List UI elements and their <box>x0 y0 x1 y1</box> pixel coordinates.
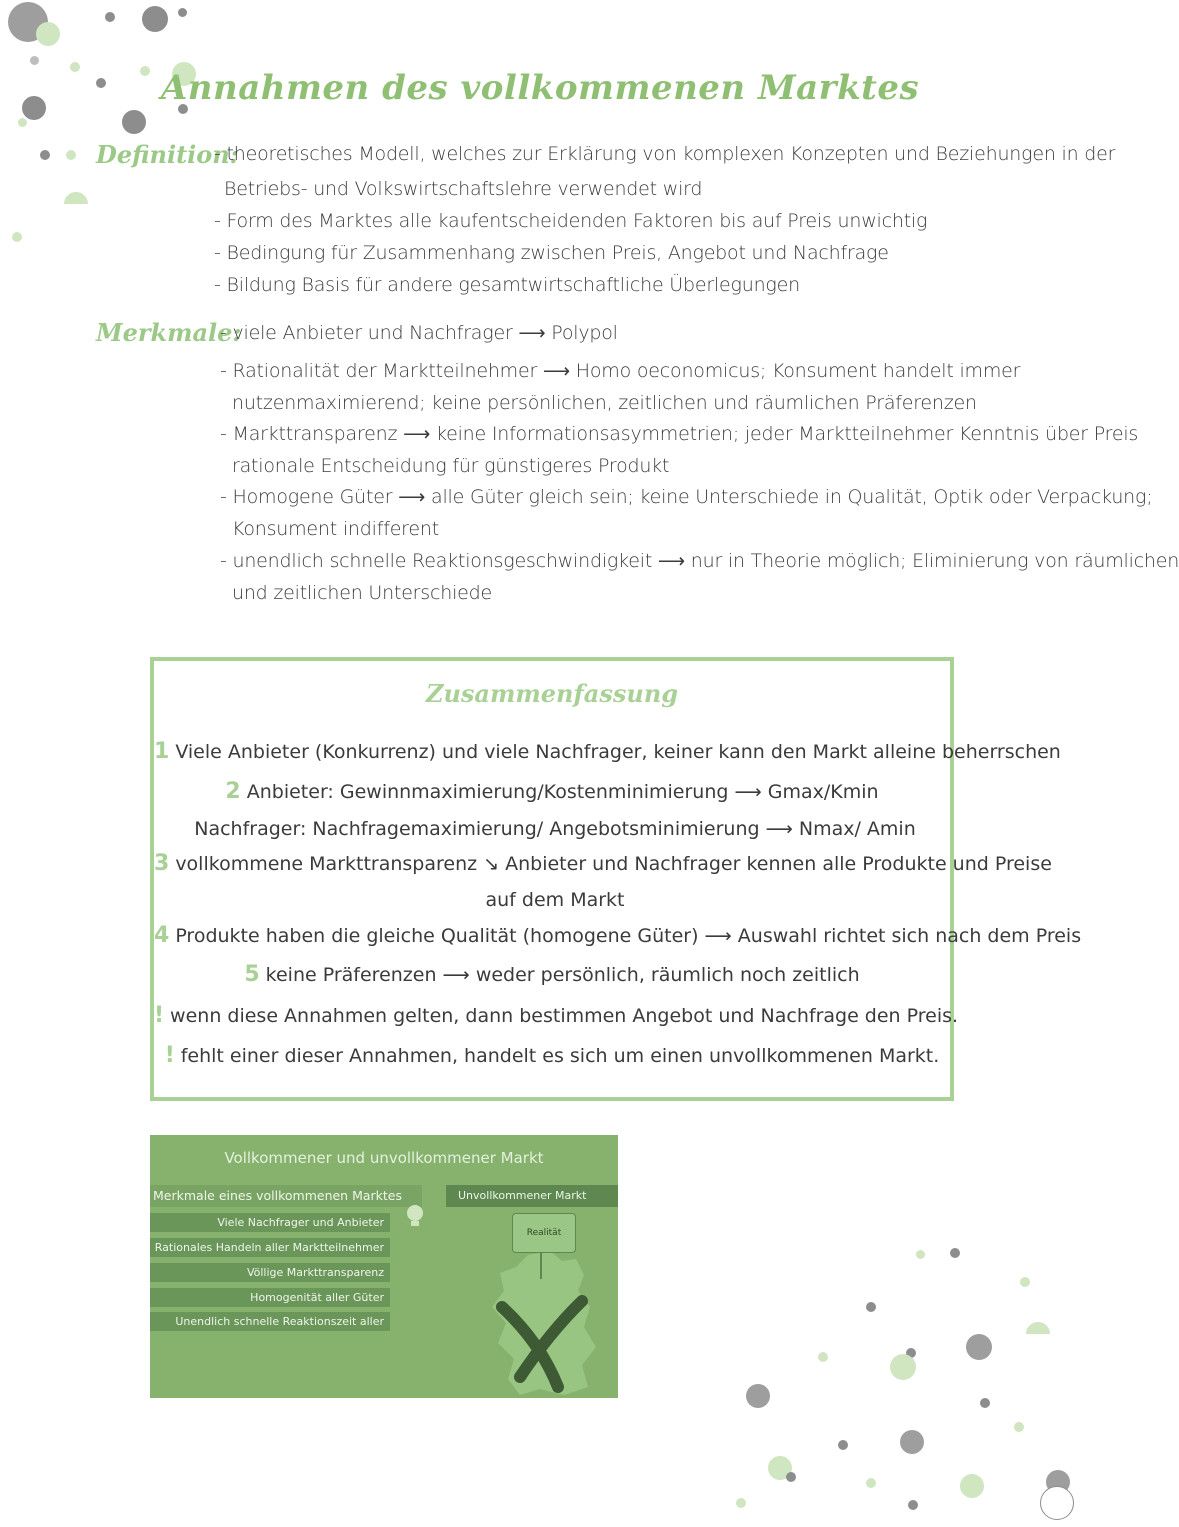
summary-line <box>154 887 950 912</box>
slide-right-header: Unvollkommener Markt <box>446 1185 618 1207</box>
slide-left-header: Merkmale eines vollkommenen Marktes <box>150 1185 422 1207</box>
decor-dot <box>30 56 39 65</box>
decor-dot <box>36 22 60 46</box>
definition-label: Definition: <box>96 140 239 169</box>
merkmale-line: - Homogene Güter ⟶ alle Güter gleich sein; keine Unterschiede in Qualität, Optik oder Verpackung; <box>220 486 1153 508</box>
summary-number: ! <box>154 1003 165 1028</box>
summary-text: Nachfrager: Nachfragemaximierung/ Angebotsminimierung ⟶ Nmax/ Amin <box>194 818 916 840</box>
merkmale-line: - viele Anbieter und Nachfrager ⟶ Polypol <box>220 322 618 344</box>
summary-line <box>154 962 950 987</box>
summary-title: Zusammenfassung <box>425 679 679 708</box>
merkmale-line: - Rationalität der Marktteilnehmer ⟶ Homo oeconomicus; Konsument handelt immer <box>220 360 1021 382</box>
summary-number: 5 <box>244 962 260 987</box>
decor-dot <box>178 8 187 17</box>
definition-line: Betriebs- und Volkswirtschaftslehre verwendet wird <box>224 178 703 200</box>
summary-number: 2 <box>225 779 241 804</box>
decor-dot <box>960 1474 984 1498</box>
decor-dot <box>142 6 168 32</box>
decor-dot <box>786 1472 796 1482</box>
summary-line <box>154 923 1082 948</box>
slide-title: Vollkommener und unvollkommener Markt <box>224 1149 544 1167</box>
definition-line: - Form des Marktes alle kaufentscheidenden Faktoren bis auf Preis unwichtig <box>214 210 928 232</box>
decor-dot <box>105 12 115 22</box>
summary-number: 3 <box>154 851 170 876</box>
summary-text: wenn diese Annahmen gelten, dann bestimmen Angebot und Nachfrage den Preis. <box>170 1005 959 1027</box>
decor-dot <box>908 1500 918 1510</box>
summary-text: auf dem Markt <box>485 889 625 911</box>
summary-line <box>154 1043 950 1068</box>
decor-dot <box>1026 1322 1050 1346</box>
summary-box <box>150 657 1082 1101</box>
decor-dot <box>966 1334 992 1360</box>
reality-box: Realität <box>512 1213 576 1253</box>
decor-dot <box>40 150 50 160</box>
decor-dot <box>916 1250 925 1259</box>
slide-image <box>150 1135 618 1398</box>
merkmale-line: nutzenmaximierend; keine persönlichen, zeitlichen und räumlichen Präferenzen <box>232 392 977 414</box>
summary-line <box>154 851 1052 876</box>
decor-dot <box>838 1440 848 1450</box>
definition-line: - theoretisches Modell, welches zur Erklärung von komplexen Konzepten und Beziehungen in der <box>214 143 1116 165</box>
decor-dot <box>64 192 88 216</box>
summary-text: Viele Anbieter (Konkurrenz) und viele Nachfrager, keiner kann den Markt alleine beherrschen <box>175 741 1061 763</box>
decor-dot <box>866 1478 876 1488</box>
summary-text: vollkommene Markttransparenz ↘ Anbieter und Nachfrager kennen alle Produkte und Preise <box>175 853 1052 875</box>
summary-text: Produkte haben die gleiche Qualität (homogene Güter) ⟶ Auswahl richtet sich nach dem Preis <box>175 925 1082 947</box>
definition-line: - Bedingung für Zusammenhang zwischen Preis, Angebot und Nachfrage <box>214 242 889 264</box>
page-title: Annahmen des vollkommenen Marktes <box>160 68 920 108</box>
decor-dot <box>736 1498 746 1508</box>
decor-dot <box>1040 1486 1074 1520</box>
slide-item: Rationales Handeln aller Marktteilnehmer <box>150 1238 390 1257</box>
decor-dot <box>122 110 146 134</box>
decor-dot <box>890 1354 916 1380</box>
decor-dot <box>950 1248 960 1258</box>
slide-item: Völlige Markttransparenz <box>150 1263 390 1282</box>
decor-dot <box>900 1430 924 1454</box>
decor-dot <box>1014 1422 1024 1432</box>
summary-text: Anbieter: Gewinnmaximierung/Kostenminimierung ⟶ Gmax/Kmin <box>246 781 879 803</box>
decor-dot <box>980 1398 990 1408</box>
definition-line: - Bildung Basis für andere gesamtwirtschaftliche Überlegungen <box>214 274 800 296</box>
decor-dot <box>12 232 22 242</box>
summary-number: ! <box>164 1043 175 1068</box>
decor-dot <box>818 1352 828 1362</box>
merkmale-line: Konsument indifferent <box>232 518 439 540</box>
slide-item: Unendlich schnelle Reaktionszeit aller <box>150 1312 390 1331</box>
decor-dot <box>746 1384 770 1408</box>
merkmale-line: rationale Entscheidung für günstigeres Produkt <box>232 455 670 477</box>
merkmale-line: - unendlich schnelle Reaktionsgeschwindigkeit ⟶ nur in Theorie möglich; Eliminierung von räumlichen <box>220 550 1179 572</box>
summary-number: 1 <box>154 739 170 764</box>
decor-dot <box>866 1302 876 1312</box>
summary-line <box>154 1003 959 1028</box>
decor-dot <box>66 150 76 160</box>
merkmale-line: - Markttransparenz ⟶ keine Informationsasymmetrien; jeder Marktteilnehmer Kenntnis über Preis <box>220 423 1139 445</box>
decor-dot <box>18 118 27 127</box>
lightbulb-icon <box>404 1203 426 1229</box>
summary-text: fehlt einer dieser Annahmen, handelt es sich um einen unvollkommenen Markt. <box>180 1045 940 1067</box>
slide-item: Viele Nachfrager und Anbieter <box>150 1213 390 1232</box>
summary-number: 4 <box>154 923 170 948</box>
summary-line <box>154 779 950 804</box>
decor-dot <box>1020 1277 1030 1287</box>
summary-line <box>154 816 950 841</box>
merkmale-line: und zeitlichen Unterschiede <box>232 582 492 604</box>
germany-map-icon <box>480 1247 610 1397</box>
summary-line <box>154 739 1061 764</box>
merkmale-label: Merkmale: <box>96 318 242 347</box>
summary-text: keine Präferenzen ⟶ weder persönlich, räumlich noch zeitlich <box>265 964 860 986</box>
slide-item: Homogenität aller Güter <box>150 1288 390 1307</box>
